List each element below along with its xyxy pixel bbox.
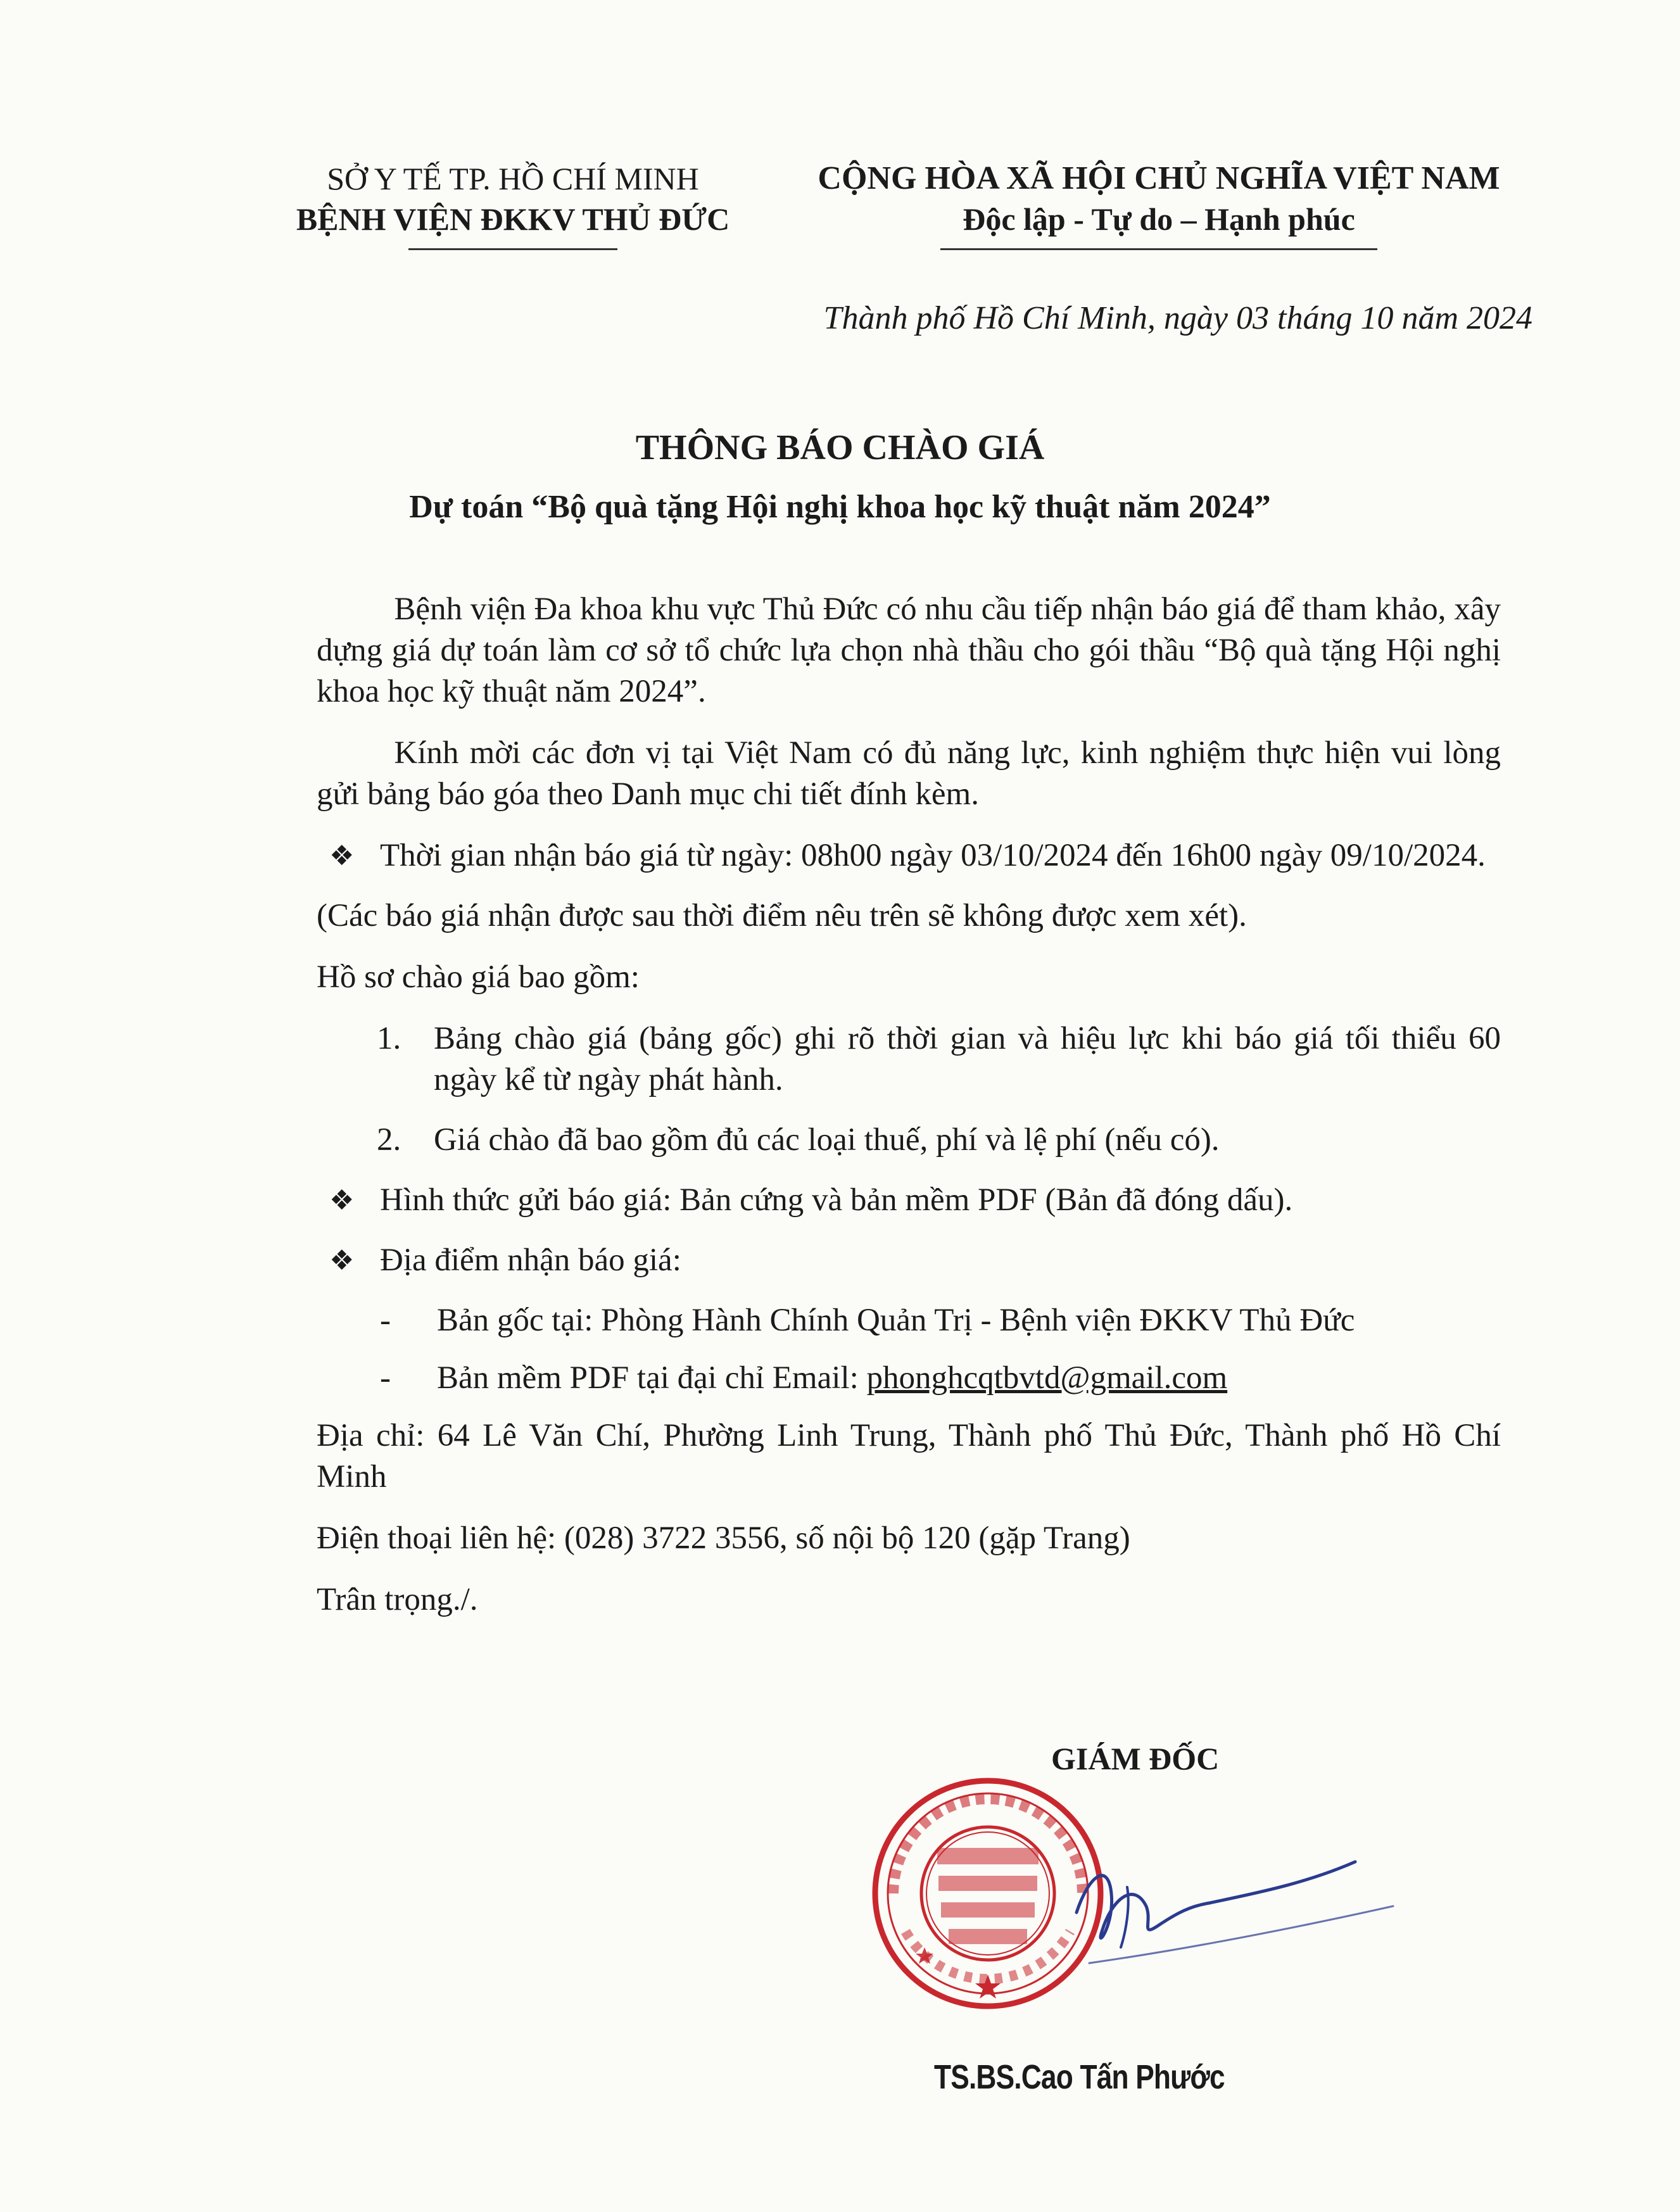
note-text: (Các báo giá nhận được sau thời điểm nêu trên sẽ không được xem xét). [317, 898, 1247, 933]
document-body [317, 589, 1501, 1641]
nation-line-1: CỘNG HÒA XÃ HỘI CHỦ NGHĨA VIỆT NAM [818, 160, 1500, 196]
nation-line-2: Độc lập - Tự do – Hạnh phúc [963, 201, 1355, 237]
bullet-place [329, 1240, 1501, 1281]
list-number: 2. [377, 1122, 401, 1158]
bullet-place-text: Địa điểm nhận báo giá: [380, 1242, 681, 1278]
bullet-form [329, 1180, 1501, 1221]
email-link[interactable]: phonghcqtbvtd@gmail.com [866, 1360, 1228, 1396]
place-soft-copy [380, 1358, 1501, 1399]
place-soft-line [437, 1358, 1501, 1399]
diamond-bullet-icon: ❖ [329, 840, 355, 872]
handwritten-signature [1051, 1836, 1406, 1976]
document-subtitle: Dự toán “Bộ quà tặng Hội nghị khoa học kỹ thuật năm 2024” [409, 489, 1271, 525]
bullet-form-text: Hình thức gửi báo giá: Bản cứng và bản mềm PDF (Bản đã đóng dấu). [380, 1182, 1293, 1218]
dossier-intro: Hồ sơ chào giá bao gồm: [317, 959, 640, 995]
document-title: THÔNG BÁO CHÀO GIÁ [635, 428, 1045, 467]
dash-marker: - [380, 1360, 391, 1396]
list-item [377, 1018, 1501, 1101]
nation-underline [940, 248, 1377, 250]
closing-text: Trân trọng./. [317, 1582, 478, 1617]
diamond-bullet-icon: ❖ [329, 1244, 355, 1277]
signer-name: TS.BS.Cao Tấn Phước [934, 2058, 1225, 2096]
phone-text: Điện thoại liên hệ: (028) 3722 3556, số nội bộ 120 (gặp Trang) [317, 1520, 1130, 1556]
bullet-time-text: Thời gian nhận báo giá từ ngày: 08h00 ngày 03/10/2024 đến 16h00 ngày 09/10/2024. [380, 838, 1486, 873]
list-number: 1. [377, 1021, 401, 1056]
signer-title: GIÁM ĐỐC [1051, 1741, 1220, 1776]
place-hard-text: Bản gốc tại: Phòng Hành Chính Quản Trị - Bệnh viện ĐKKV Thủ Đức [437, 1303, 1355, 1338]
dash-marker: - [380, 1303, 391, 1338]
paragraph-intro: Bệnh viện Đa khoa khu vực Thủ Đức có nhu cầu tiếp nhận báo giá để tham khảo, xây dựng giá dự toán làm cơ sở tổ chức lựa chọn nhà thầu cho gói thầu “Bộ quà tặng Hội nghị khoa học kỹ thuật năm 2024”. [317, 591, 1501, 709]
list-item-text: Bảng chào giá (bảng gốc) ghi rõ thời gian và hiệu lực khi báo giá tối thiểu 60 ngày kể từ ngày phát hành. [434, 1021, 1501, 1097]
list-item [377, 1120, 1501, 1161]
issuing-organization [215, 158, 811, 250]
org-line-1: SỞ Y TẾ TP. HỒ CHÍ MINH [327, 161, 699, 196]
list-item-text: Giá chào đã bao gồm đủ các loại thuế, phí và lệ phí (nếu có). [434, 1122, 1220, 1158]
bullet-time [329, 835, 1501, 876]
place-soft-prefix: Bản mềm PDF tại đại chỉ Email: [437, 1360, 867, 1396]
org-underline [408, 248, 617, 250]
national-header [776, 158, 1542, 250]
paragraph-invitation: Kính mời các đơn vị tại Việt Nam có đủ năng lực, kinh nghiệm thực hiện vui lòng gửi bảng báo góa theo Danh mục chi tiết đính kèm. [317, 735, 1501, 812]
document-date: Thành phố Hồ Chí Minh, ngày 03 tháng 10 năm 2024 [823, 300, 1532, 336]
address-text: Địa chỉ: 64 Lê Văn Chí, Phường Linh Trung, Thành phố Thủ Đức, Thành phố Hồ Chí Minh [317, 1418, 1501, 1495]
diamond-bullet-icon: ❖ [329, 1184, 355, 1217]
place-hard-copy [380, 1300, 1501, 1341]
org-line-2: BỆNH VIỆN ĐKKV THỦ ĐỨC [296, 201, 730, 237]
